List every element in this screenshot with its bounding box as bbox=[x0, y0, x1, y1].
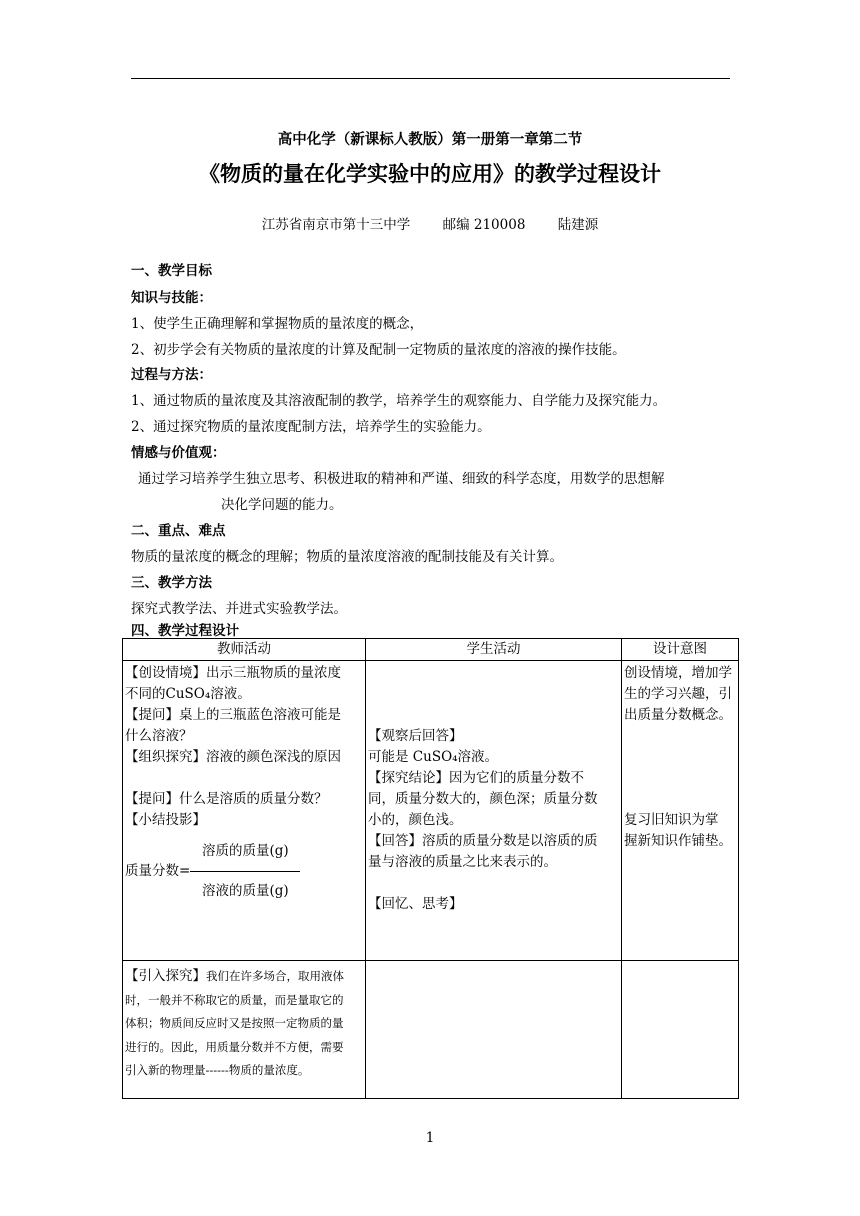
teacher-line: 【组织探究】溶液的颜色深浅的原因 bbox=[125, 749, 341, 765]
course-title: 高中化学（新课标人教版）第一册第一章第二节 bbox=[277, 132, 583, 148]
knowledge-item-2: 2、初步学会有关物质的量浓度的计算及配制一定物质的量浓度的溶液的操作技能。 bbox=[131, 342, 626, 358]
section-1-heading: 一、教学目标 bbox=[131, 263, 212, 279]
intent-line: 复习旧知识为掌 bbox=[624, 812, 719, 828]
student-line: 【观察后回答】 bbox=[368, 728, 463, 744]
section-3-heading: 三、教学方法 bbox=[131, 575, 212, 591]
col-header-student: 学生活动 bbox=[366, 639, 622, 661]
design-intent-cell bbox=[622, 961, 739, 1099]
teacher-activity-cell bbox=[123, 661, 366, 961]
student-line: 【探究结论】因为它们的质量分数不 bbox=[368, 770, 584, 786]
student-line: 可能是 CuSO₄溶液。 bbox=[368, 749, 499, 765]
teacher-line: 引入新的物理量------物质的量浓度。 bbox=[125, 1063, 310, 1077]
intent-line: 创设情境，增加学 bbox=[624, 665, 732, 681]
student-activity-cell bbox=[366, 661, 622, 961]
section-2-heading: 二、重点、难点 bbox=[131, 523, 226, 539]
teacher-line: 我们在许多场合，取用液体 bbox=[206, 969, 344, 983]
teacher-line: 体积；物质间反应时又是按照一定物质的量 bbox=[125, 1016, 344, 1030]
process-item-2: 2、通过探究物质的量浓度配制方法，培养学生的实验能力。 bbox=[131, 419, 491, 435]
formula-denominator: 溶液的质量(g) bbox=[201, 883, 289, 899]
subheading-knowledge: 知识与技能： bbox=[131, 290, 212, 306]
teacher-line: 【提问】桌上的三瓶蓝色溶液可能是 bbox=[125, 707, 341, 723]
process-item-1: 1、通过物质的量浓度及其溶液配制的教学，培养学生的观察能力、自学能力及探究能力。 bbox=[131, 393, 667, 409]
teaching-process-table bbox=[122, 638, 739, 1099]
teacher-activity-cell bbox=[123, 961, 366, 1099]
blank-line bbox=[368, 684, 619, 705]
teacher-line: 【小结投影】 bbox=[125, 812, 206, 828]
student-line: 同，质量分数大的，颜色深；质量分数 bbox=[368, 791, 598, 807]
blank-line bbox=[368, 663, 619, 684]
author-name: 陆建源 bbox=[557, 217, 599, 233]
emotion-text-1: 通过学习培养学生独立思考、积极进取的精神和严谨、细致的科学态度，用数学的思想解 bbox=[138, 471, 665, 487]
section-3-text: 探究式教学法、并进式实验教学法。 bbox=[131, 601, 347, 617]
postcode: 邮编 210008 bbox=[442, 217, 526, 233]
lesson-title: 《物质的量在化学实验中的应用》的教学过程设计 bbox=[199, 162, 661, 186]
knowledge-item-1: 1、使学生正确理解和掌握物质的量浓度的概念， bbox=[131, 316, 424, 332]
subheading-emotion: 情感与价值观： bbox=[131, 445, 226, 461]
table-row bbox=[123, 961, 739, 1099]
intent-line: 出质量分数概念。 bbox=[624, 707, 732, 723]
teacher-line: 什么溶液？ bbox=[125, 728, 193, 744]
school-name: 江苏省南京市第十三中学 bbox=[261, 217, 411, 233]
intent-line: 握新知识作铺垫。 bbox=[624, 833, 732, 849]
blank-line bbox=[624, 789, 736, 810]
blank-line bbox=[368, 873, 619, 894]
table-row bbox=[123, 661, 739, 961]
blank-line bbox=[125, 768, 363, 789]
formula-numerator: 溶质的质量(g) bbox=[201, 843, 289, 859]
student-line: 小的，颜色浅。 bbox=[368, 812, 463, 828]
blank-line bbox=[624, 726, 736, 747]
page-number: 1 bbox=[425, 1130, 435, 1146]
section-2-text: 物质的量浓度的概念的理解；物质的量浓度溶液的配制技能及有关计算。 bbox=[131, 549, 563, 565]
student-line: 【回答】溶质的质量分数是以溶质的质 bbox=[368, 833, 598, 849]
teacher-line: 【提问】什么是溶质的质量分数？ bbox=[125, 791, 328, 807]
fraction-bar bbox=[190, 871, 300, 872]
subheading-process: 过程与方法： bbox=[131, 367, 212, 383]
design-intent-cell bbox=[622, 661, 739, 961]
mass-fraction-formula bbox=[125, 841, 363, 902]
blank-line bbox=[368, 705, 619, 726]
teacher-line: 进行的。因此，用质量分数并不方便，需要 bbox=[125, 1039, 344, 1054]
student-activity-cell bbox=[366, 961, 622, 1099]
student-line: 【回忆、思考】 bbox=[368, 896, 463, 912]
blank-line bbox=[624, 747, 736, 768]
intent-line: 生的学习兴趣，引 bbox=[624, 686, 732, 702]
lead-label: 【引入探究】 bbox=[125, 968, 206, 984]
teacher-line: 不同的CuSO₄溶液。 bbox=[125, 686, 251, 702]
header-rule bbox=[131, 78, 730, 79]
author-line bbox=[0, 213, 860, 233]
teacher-line: 时，一般并不称取它的质量，而是量取它的 bbox=[125, 992, 344, 1007]
table-header-row bbox=[123, 639, 739, 661]
col-header-teacher: 教师活动 bbox=[123, 639, 366, 661]
emotion-text-2: 决化学问题的能力。 bbox=[221, 497, 343, 513]
teacher-line: 【创设情境】出示三瓶物质的量浓度 bbox=[125, 665, 341, 681]
blank-line bbox=[624, 768, 736, 789]
formula-label: 质量分数= bbox=[125, 863, 191, 879]
student-line: 量与溶液的质量之比来表示的。 bbox=[368, 854, 557, 870]
col-header-intent: 设计意图 bbox=[622, 639, 739, 661]
section-4-heading: 四、教学过程设计 bbox=[131, 623, 239, 639]
